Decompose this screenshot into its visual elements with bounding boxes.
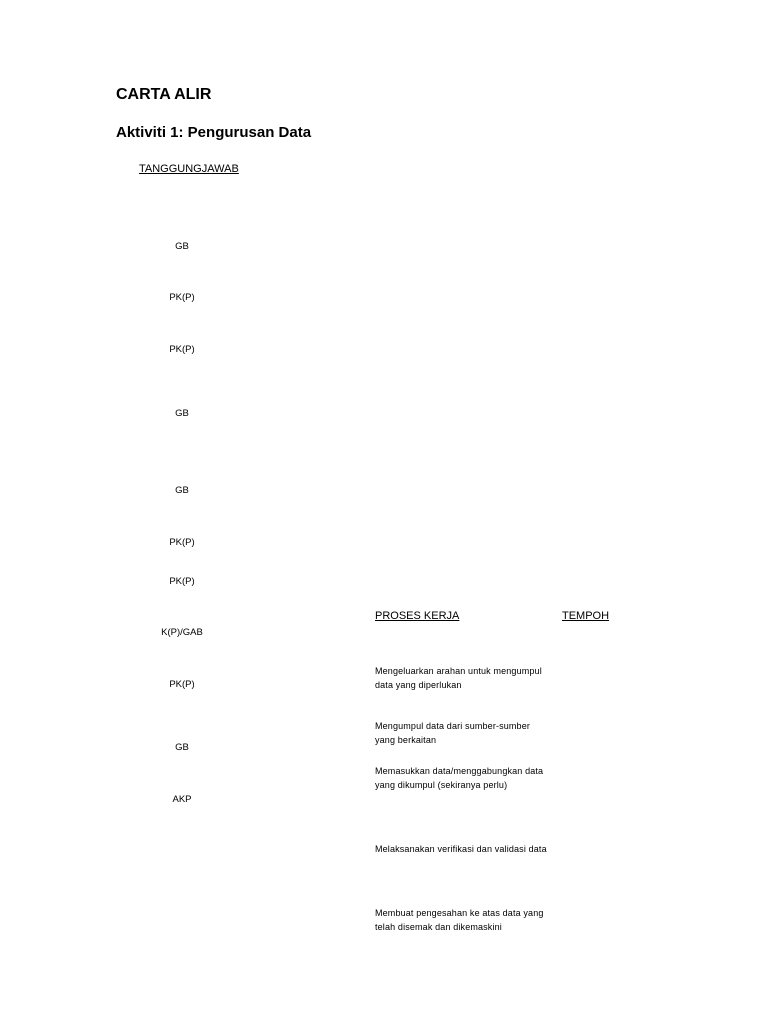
role-item: GB: [175, 408, 189, 419]
process-item: Memasukkan data/menggabungkan data yang dikumpul (sekiranya perlu): [375, 766, 544, 790]
process-item: Mengumpul data dari sumber-sumber yang berkaitan: [375, 721, 531, 745]
document-title: CARTA ALIR: [116, 86, 212, 103]
role-item: PK(P): [169, 344, 195, 355]
role-item: PK(P): [169, 679, 195, 690]
role-item: PK(P): [169, 537, 195, 548]
role-item: K(P)/GAB: [161, 627, 203, 638]
document-subtitle: Aktiviti 1: Pengurusan Data: [116, 124, 312, 141]
process-item: Melaksanakan verifikasi dan validasi data: [375, 844, 547, 854]
header-tempoh: TEMPOH: [562, 610, 610, 622]
role-item: PK(P): [169, 292, 195, 303]
role-item: PK(P): [169, 576, 195, 587]
role-item: GB: [175, 742, 189, 753]
role-item: GB: [175, 241, 189, 252]
process-item: Mengeluarkan arahan untuk mengumpul data yang diperlukan: [375, 666, 542, 690]
process-item: Membuat pengesahan ke atas data yang telah disemak dan dikemaskini: [375, 908, 544, 932]
role-item: GB: [175, 485, 189, 496]
header-proses-kerja: PROSES KERJA: [375, 610, 460, 622]
role-item: AKP: [172, 794, 192, 805]
header-tanggungjawab: TANGGUNGJAWAB: [139, 163, 239, 175]
